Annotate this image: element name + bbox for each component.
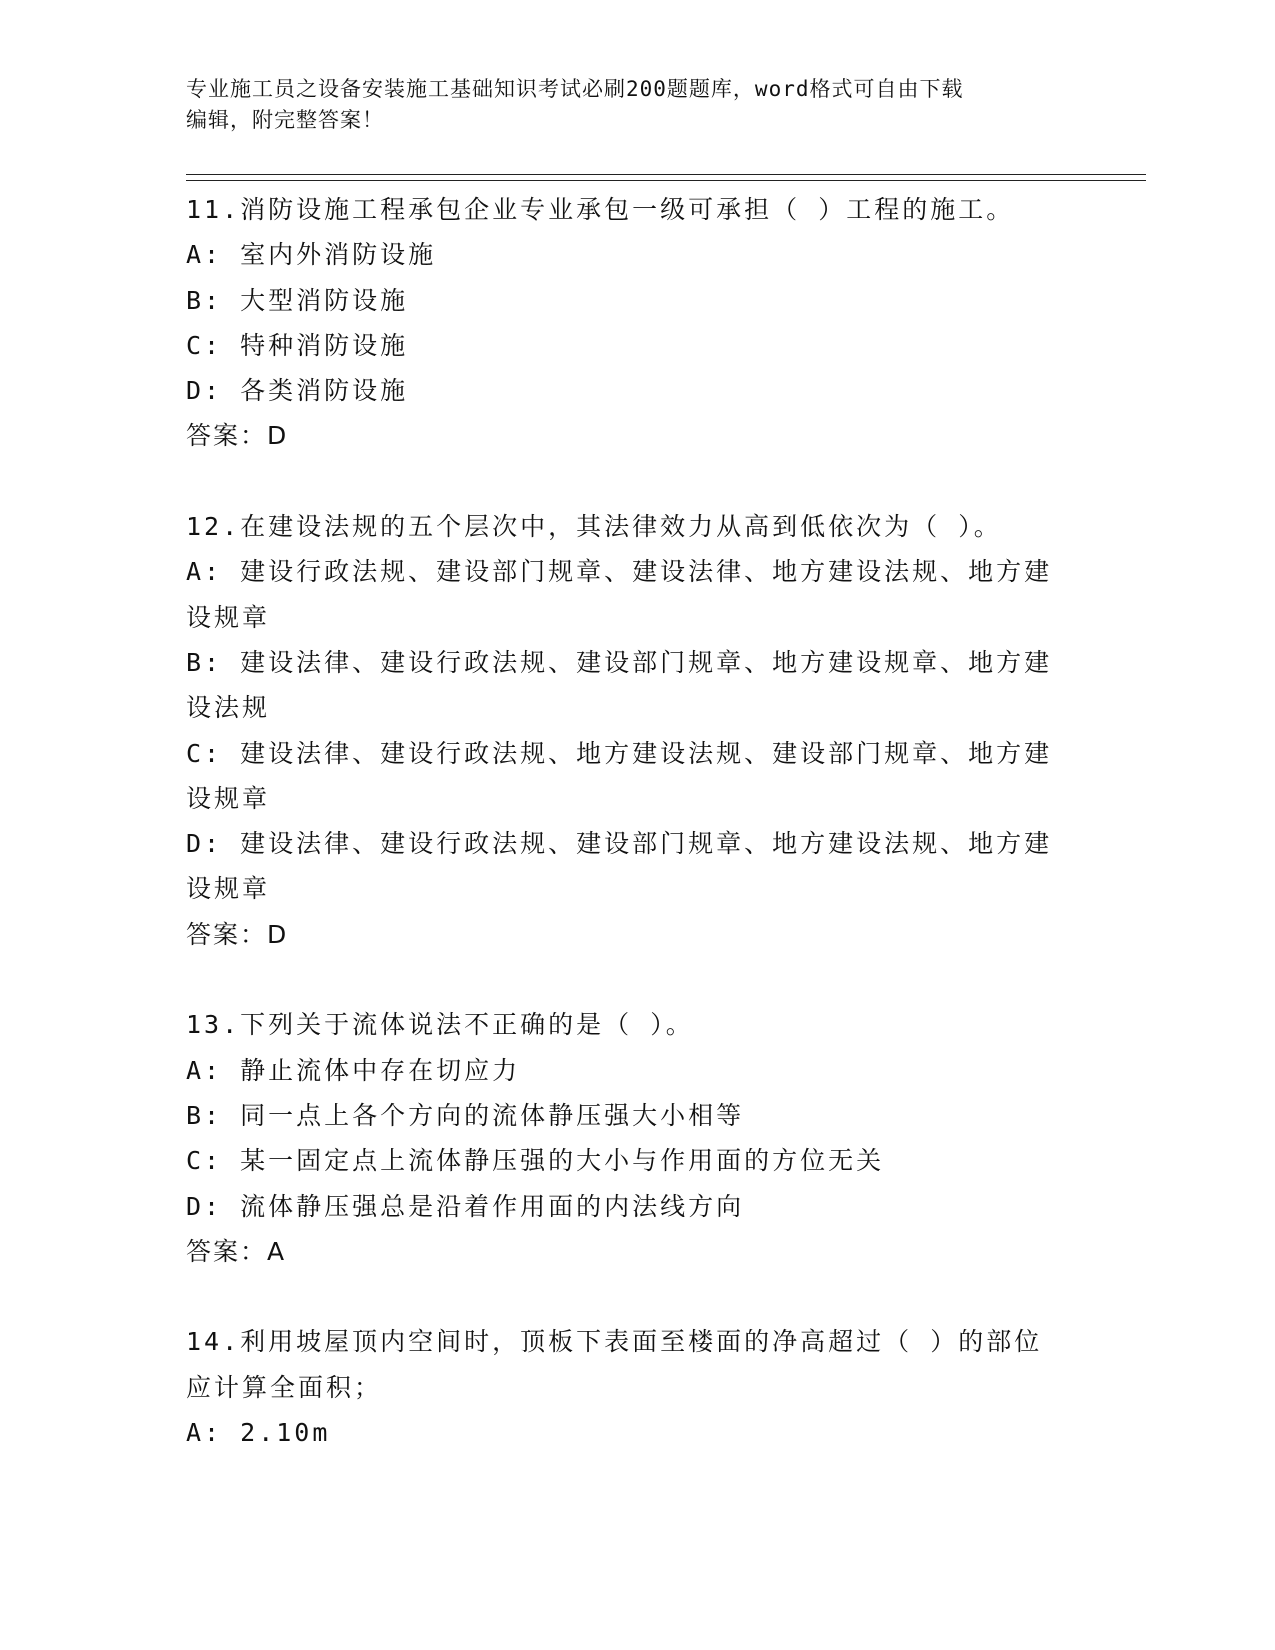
answer-option (186, 1184, 1066, 1229)
answer-option (186, 821, 1066, 912)
option-text: D: 流体静压强总是沿着作用面的内法线方向 (186, 1191, 745, 1221)
header-divider (186, 180, 1146, 181)
question-stem: 应计算全面积； (186, 1372, 383, 1402)
question-block (186, 1002, 1066, 1274)
option-text: A: 2.10m (186, 1418, 331, 1448)
option-text: C: 某一固定点上流体静压强的大小与作用面的方位无关 (186, 1146, 885, 1176)
answer-option (186, 1093, 1066, 1138)
question-stem: 13.下列关于流体说法不正确的是（ ）。 (186, 1010, 694, 1040)
option-text: D: 各类消防设施 (186, 376, 409, 406)
option-text: B: 建设法律、建设行政法规、建设部门规章、地方建设规章、地方建 (186, 647, 1053, 677)
option-text: A: 静止流体中存在切应力 (186, 1055, 521, 1085)
option-text: 设规章 (186, 783, 271, 813)
answer-option (186, 278, 1066, 323)
option-text: 设规章 (186, 874, 271, 904)
question-stem: 14.利用坡屋顶内空间时，顶板下表面至楼面的净高超过（ ）的部位 (186, 1327, 1043, 1357)
question-spacer (186, 459, 1066, 504)
option-text: D: 建设法律、建设行政法规、建设部门规章、地方建设法规、地方建 (186, 829, 1053, 859)
question-stem: 11.消防设施工程承包企业专业承包一级可承担（ ）工程的施工。 (186, 195, 1015, 224)
option-text: 设规章 (186, 602, 271, 632)
question-stem: 12.在建设法规的五个层次中，其法律效力从高到低依次为（ ）。 (186, 512, 1002, 542)
answer-key: 答案：D (186, 421, 289, 451)
document-header (186, 74, 1066, 136)
option-text: C: 特种消防设施 (186, 330, 409, 360)
option-text: A: 室内外消防设施 (186, 240, 437, 270)
option-text: A: 建设行政法规、建设部门规章、建设法律、地方建设法规、地方建 (186, 557, 1053, 587)
answer-option (186, 640, 1066, 731)
option-text: C: 建设法律、建设行政法规、地方建设法规、建设部门规章、地方建 (186, 738, 1053, 768)
answer-key: 答案：D (186, 919, 289, 949)
option-text: 设法规 (186, 693, 271, 723)
answer-option (186, 1138, 1066, 1183)
question-list (186, 187, 1066, 1455)
answer-option (186, 1048, 1066, 1093)
option-text: B: 同一点上各个方向的流体静压强大小相等 (186, 1100, 745, 1130)
answer-option (186, 731, 1066, 822)
question-block (186, 187, 1066, 459)
answer-option (186, 368, 1066, 413)
question-block (186, 504, 1066, 957)
answer-option (186, 232, 1066, 277)
answer-option (186, 323, 1066, 368)
question-spacer (186, 1274, 1066, 1319)
header-line: 专业施工员之设备安装施工基础知识考试必刷200题题库，word格式可自由下载 (186, 77, 964, 101)
option-text: B: 大型消防设施 (186, 285, 409, 315)
header-line: 编辑，附完整答案！ (186, 108, 384, 132)
question-block (186, 1319, 1066, 1455)
header-divider (186, 174, 1146, 175)
answer-key: 答案：A (186, 1236, 287, 1266)
answer-option (186, 1410, 1066, 1455)
answer-option (186, 549, 1066, 640)
question-spacer (186, 957, 1066, 1002)
